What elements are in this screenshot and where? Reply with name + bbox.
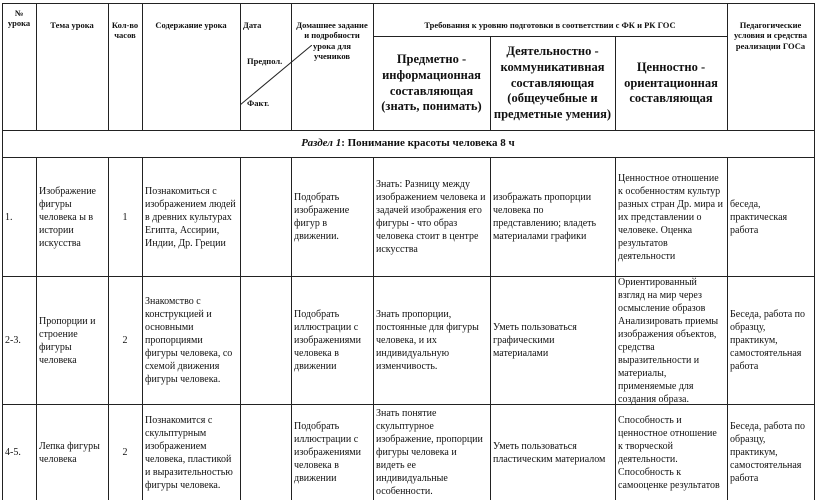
row-1-activity: изображать пропорции человека по представлению; владеть материалами графики — [493, 192, 597, 242]
row-1-subject: Знать: Разницу между изображением человека и задачей изображения его фигуры - что образ человека стоит в центре искусства — [376, 179, 486, 255]
header-value-label: Ценностно - ориентационная составляющая — [624, 60, 718, 106]
grid-line — [240, 157, 241, 500]
row-3-number: 4-5. — [5, 447, 21, 458]
row-3-pedagogy: Беседа, работа по образцу, практикум, самостоятельная работа — [730, 421, 805, 484]
header-subject-label: Предметно - информационная составляющая (знать, понимать) — [381, 52, 482, 114]
header-date: Дата — [243, 20, 262, 30]
row-1-hours: 1 — [122, 211, 128, 223]
header-hours: Кол-во часов — [111, 20, 139, 41]
grid-line — [2, 3, 814, 4]
row-2-activity: Уметь пользоваться графическими материалами — [493, 322, 577, 359]
row-3-activity: Уметь пользоваться пластическим материалом — [493, 440, 606, 465]
header-lesson-content: Содержание урока — [155, 20, 227, 30]
row-3-topic: Лепка фигуры человека — [39, 440, 100, 465]
section-title — [2, 131, 814, 157]
row-2-hours: 2 — [122, 335, 128, 346]
row-1-homework: Подобрать изображение фигур в движении. — [294, 192, 350, 242]
row-2-subject: Знать пропорции, постоянные для фигуры человека, и их индивидуальную изменчивость. — [376, 309, 479, 372]
row-1-number: 1. — [5, 211, 13, 223]
row-1-topic: Изображение фигуры человека ы в истории искусства — [39, 185, 96, 249]
header-lesson-number: № урока — [7, 8, 31, 29]
row-3-value: Способность и ценностное отношение к творческой деятельности. Способность к самооценке результатов — [618, 414, 720, 491]
row-2-homework: Подобрать иллюстрации с изображениями человека в движении — [294, 309, 361, 372]
row-2-pedagogy: Беседа, работа по образцу, практикум, самостоятельная работа — [730, 309, 805, 372]
row-1-value: Ценностное отношение к особенностям культур разных стран Др. мира и их представлении о человеке. Оценка результатов деятельности — [618, 172, 723, 262]
row-1-pedagogy: беседа, практическая работа — [730, 198, 788, 236]
row-3-homework: Подобрать иллюстрации с изображениями человека в движении — [294, 421, 361, 484]
header-lesson-topic: Тема урока — [50, 20, 94, 30]
section-prefix: Раздел 1 — [301, 137, 342, 150]
row-1-content: Познакомиться с изображением людей в древних культурах Египта, Ассирии, Индии, Др. Греции — [145, 185, 236, 249]
row-3-subject: Знать понятие скульптурное изображение, пропорции фигуры человека и видеть ее индивидуальные особенности. — [376, 408, 483, 497]
header-pedagogical-conditions: Педагогические условия и средства реализации ГОСа — [733, 20, 808, 51]
header-activity-component — [490, 37, 615, 130]
section-name: : Понимание красоты человека 8 ч — [341, 137, 515, 150]
header-activity-label: Деятельностно - коммуникативная составляющая (общеучебные и предметные умения) — [493, 44, 612, 121]
row-2-number: 2-3. — [5, 335, 21, 346]
header-subject-component — [373, 37, 490, 130]
row-3-hours: 2 — [122, 447, 128, 458]
header-requirements: Требования к уровню подготовки в соответствии с ФК и РК ГОС — [424, 20, 676, 30]
row-2-value: Ориентированный взгляд на мир через осмысление образов Анализировать приемы изображения объектов, средства выразительности и материалы, применяемые для создания образа. — [618, 276, 719, 405]
grid-line — [814, 3, 815, 500]
row-2-content: Знакомство с конструкцией и основными пропорциями фигуры человека, со схемой движения фигуры человека. — [145, 296, 233, 385]
row-2-topic: Пропорции и строение фигуры человека — [39, 315, 96, 366]
header-date-actual: Факт. — [247, 98, 270, 108]
header-value-component — [615, 37, 727, 130]
header-date-planned: Предпол. — [247, 56, 283, 66]
header-homework: Домашнее задание и подробности урока для учеников — [296, 20, 368, 62]
row-3-content: Познакомится с скульптурным изображением человека, пластикой и выразительностью фигуры человека. — [145, 414, 233, 491]
